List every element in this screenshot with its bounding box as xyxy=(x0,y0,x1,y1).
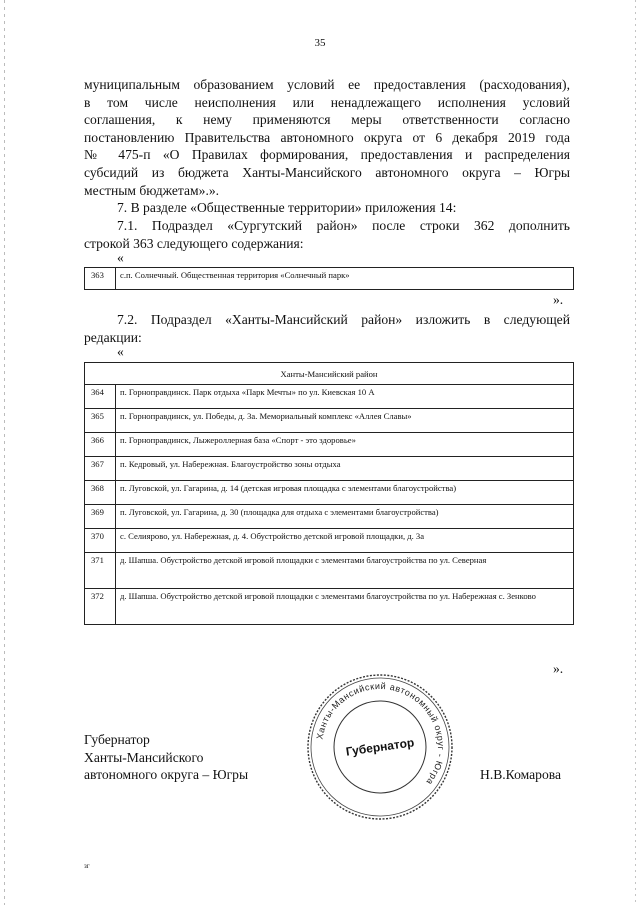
paragraph-line: муниципальным образованием условий ее предоставления (расходования), xyxy=(84,77,570,92)
row-number: 363 xyxy=(85,268,116,290)
section-7-1 xyxy=(84,217,570,252)
section-7-heading xyxy=(117,199,570,217)
row-number: 370 xyxy=(85,529,116,553)
table-surgut xyxy=(84,267,574,290)
table-header: Ханты-Мансийский район xyxy=(85,363,574,385)
row-number: 372 xyxy=(85,589,116,625)
paragraph-line: в том числе неисполнения или ненадлежащего исполнения условий xyxy=(84,94,570,110)
seal-center-text: Губернатор xyxy=(344,735,416,759)
position-line: автономного округа – Югры xyxy=(84,767,249,782)
scan-edge-left xyxy=(4,0,5,905)
section-7-1-line: строкой 363 следующего содержания: xyxy=(84,235,304,251)
close-quote: ». xyxy=(553,292,564,307)
position-line: Ханты-Мансийского xyxy=(84,749,204,765)
section-7-text: 7. В разделе «Общественные территории» приложения 14: xyxy=(117,200,457,215)
table-row xyxy=(85,409,574,433)
section-7-2-line: 7.2. Подраздел «Ханты-Мансийский район» изложить в следующей xyxy=(117,312,570,327)
paragraph-line: местным бюджетам».». xyxy=(84,182,220,198)
row-text: п. Горноправдинск, ул. Победы, д. 3а. Мемориальный комплекс «Аллея Славы» xyxy=(116,409,574,433)
signatory-name: Н.В.Комарова xyxy=(480,767,562,782)
paragraph-conditions xyxy=(84,76,570,199)
row-number: 369 xyxy=(85,505,116,529)
paragraph-line: постановлению Правительства автономного округа от 6 декабря 2019 года xyxy=(84,129,570,145)
table-row xyxy=(85,268,574,290)
official-seal xyxy=(300,667,460,827)
table-header-row xyxy=(85,363,574,385)
row-text: п. Луговской, ул. Гагарина, д. 14 (детская игровая площадка с элементами благоустройства) xyxy=(116,481,574,505)
row-number: 365 xyxy=(85,409,116,433)
table-row xyxy=(85,457,574,481)
row-text: д. Шапша. Обустройство детской игровой площадки с элементами благоустройства по ул. Набережная с. Зенково xyxy=(116,589,574,625)
row-number: 364 xyxy=(85,385,116,409)
table-row xyxy=(85,553,574,589)
row-text: п. Горноправдинск. Парк отдыха «Парк Мечты» по ул. Киевская 10 А xyxy=(116,385,574,409)
table-khanty-mansiysk xyxy=(84,362,574,625)
footer-code: зг xyxy=(84,862,90,870)
table-row xyxy=(85,433,574,457)
table-row xyxy=(85,589,574,625)
paragraph-line: субсидий из бюджета Ханты-Мансийского автономного округа – Югры xyxy=(84,164,570,180)
svg-text:Ханты-Мансийский автономный ок xyxy=(314,681,446,787)
row-number: 371 xyxy=(85,553,116,589)
row-number: 366 xyxy=(85,433,116,457)
row-text: п. Кедровый, ул. Набережная. Благоустройство зоны отдыха xyxy=(116,457,574,481)
section-7-2 xyxy=(84,311,570,346)
scan-edge-right xyxy=(635,0,636,905)
signatory-position xyxy=(84,731,248,784)
open-quote-2: « xyxy=(117,344,124,359)
table-row xyxy=(85,505,574,529)
row-text: д. Шапша. Обустройство детской игровой площадки с элементами благоустройства по ул. Северная xyxy=(116,553,574,589)
row-number: 368 xyxy=(85,481,116,505)
page-number: 35 xyxy=(314,37,326,49)
table-row xyxy=(85,529,574,553)
section-7-1-line: 7.1. Подраздел «Сургутский район» после строки 362 дополнить xyxy=(117,218,570,233)
section-7-2-line: редакции: xyxy=(84,329,142,345)
paragraph-line: соглашения, к нему применяются меры ответственности согласно xyxy=(84,112,570,128)
row-text: с.п. Солнечный. Общественная территория «Солнечный парк» xyxy=(116,268,574,290)
row-text: с. Селиярово, ул. Набережная, д. 4. Обустройство детской игровой площадки, д. 3а xyxy=(116,529,574,553)
seal-ring-text: Ханты-Мансийский автономный округ - Югра xyxy=(314,680,447,788)
row-text: п. Луговской, ул. Гагарина, д. 30 (площадка для отдыха с элементами благоустройства) xyxy=(116,505,574,529)
row-number: 367 xyxy=(85,457,116,481)
open-quote: « xyxy=(117,250,124,265)
table-row xyxy=(85,481,574,505)
close-quote-2: ». xyxy=(553,661,564,676)
row-text: п. Горноправдинск, Лыжероллерная база «Спорт - это здоровье» xyxy=(116,433,574,457)
table-row xyxy=(85,385,574,409)
paragraph-line: № 475-п «О Правилах формирования, предоставления и распределения xyxy=(84,147,570,163)
position-line: Губернатор xyxy=(84,732,150,747)
